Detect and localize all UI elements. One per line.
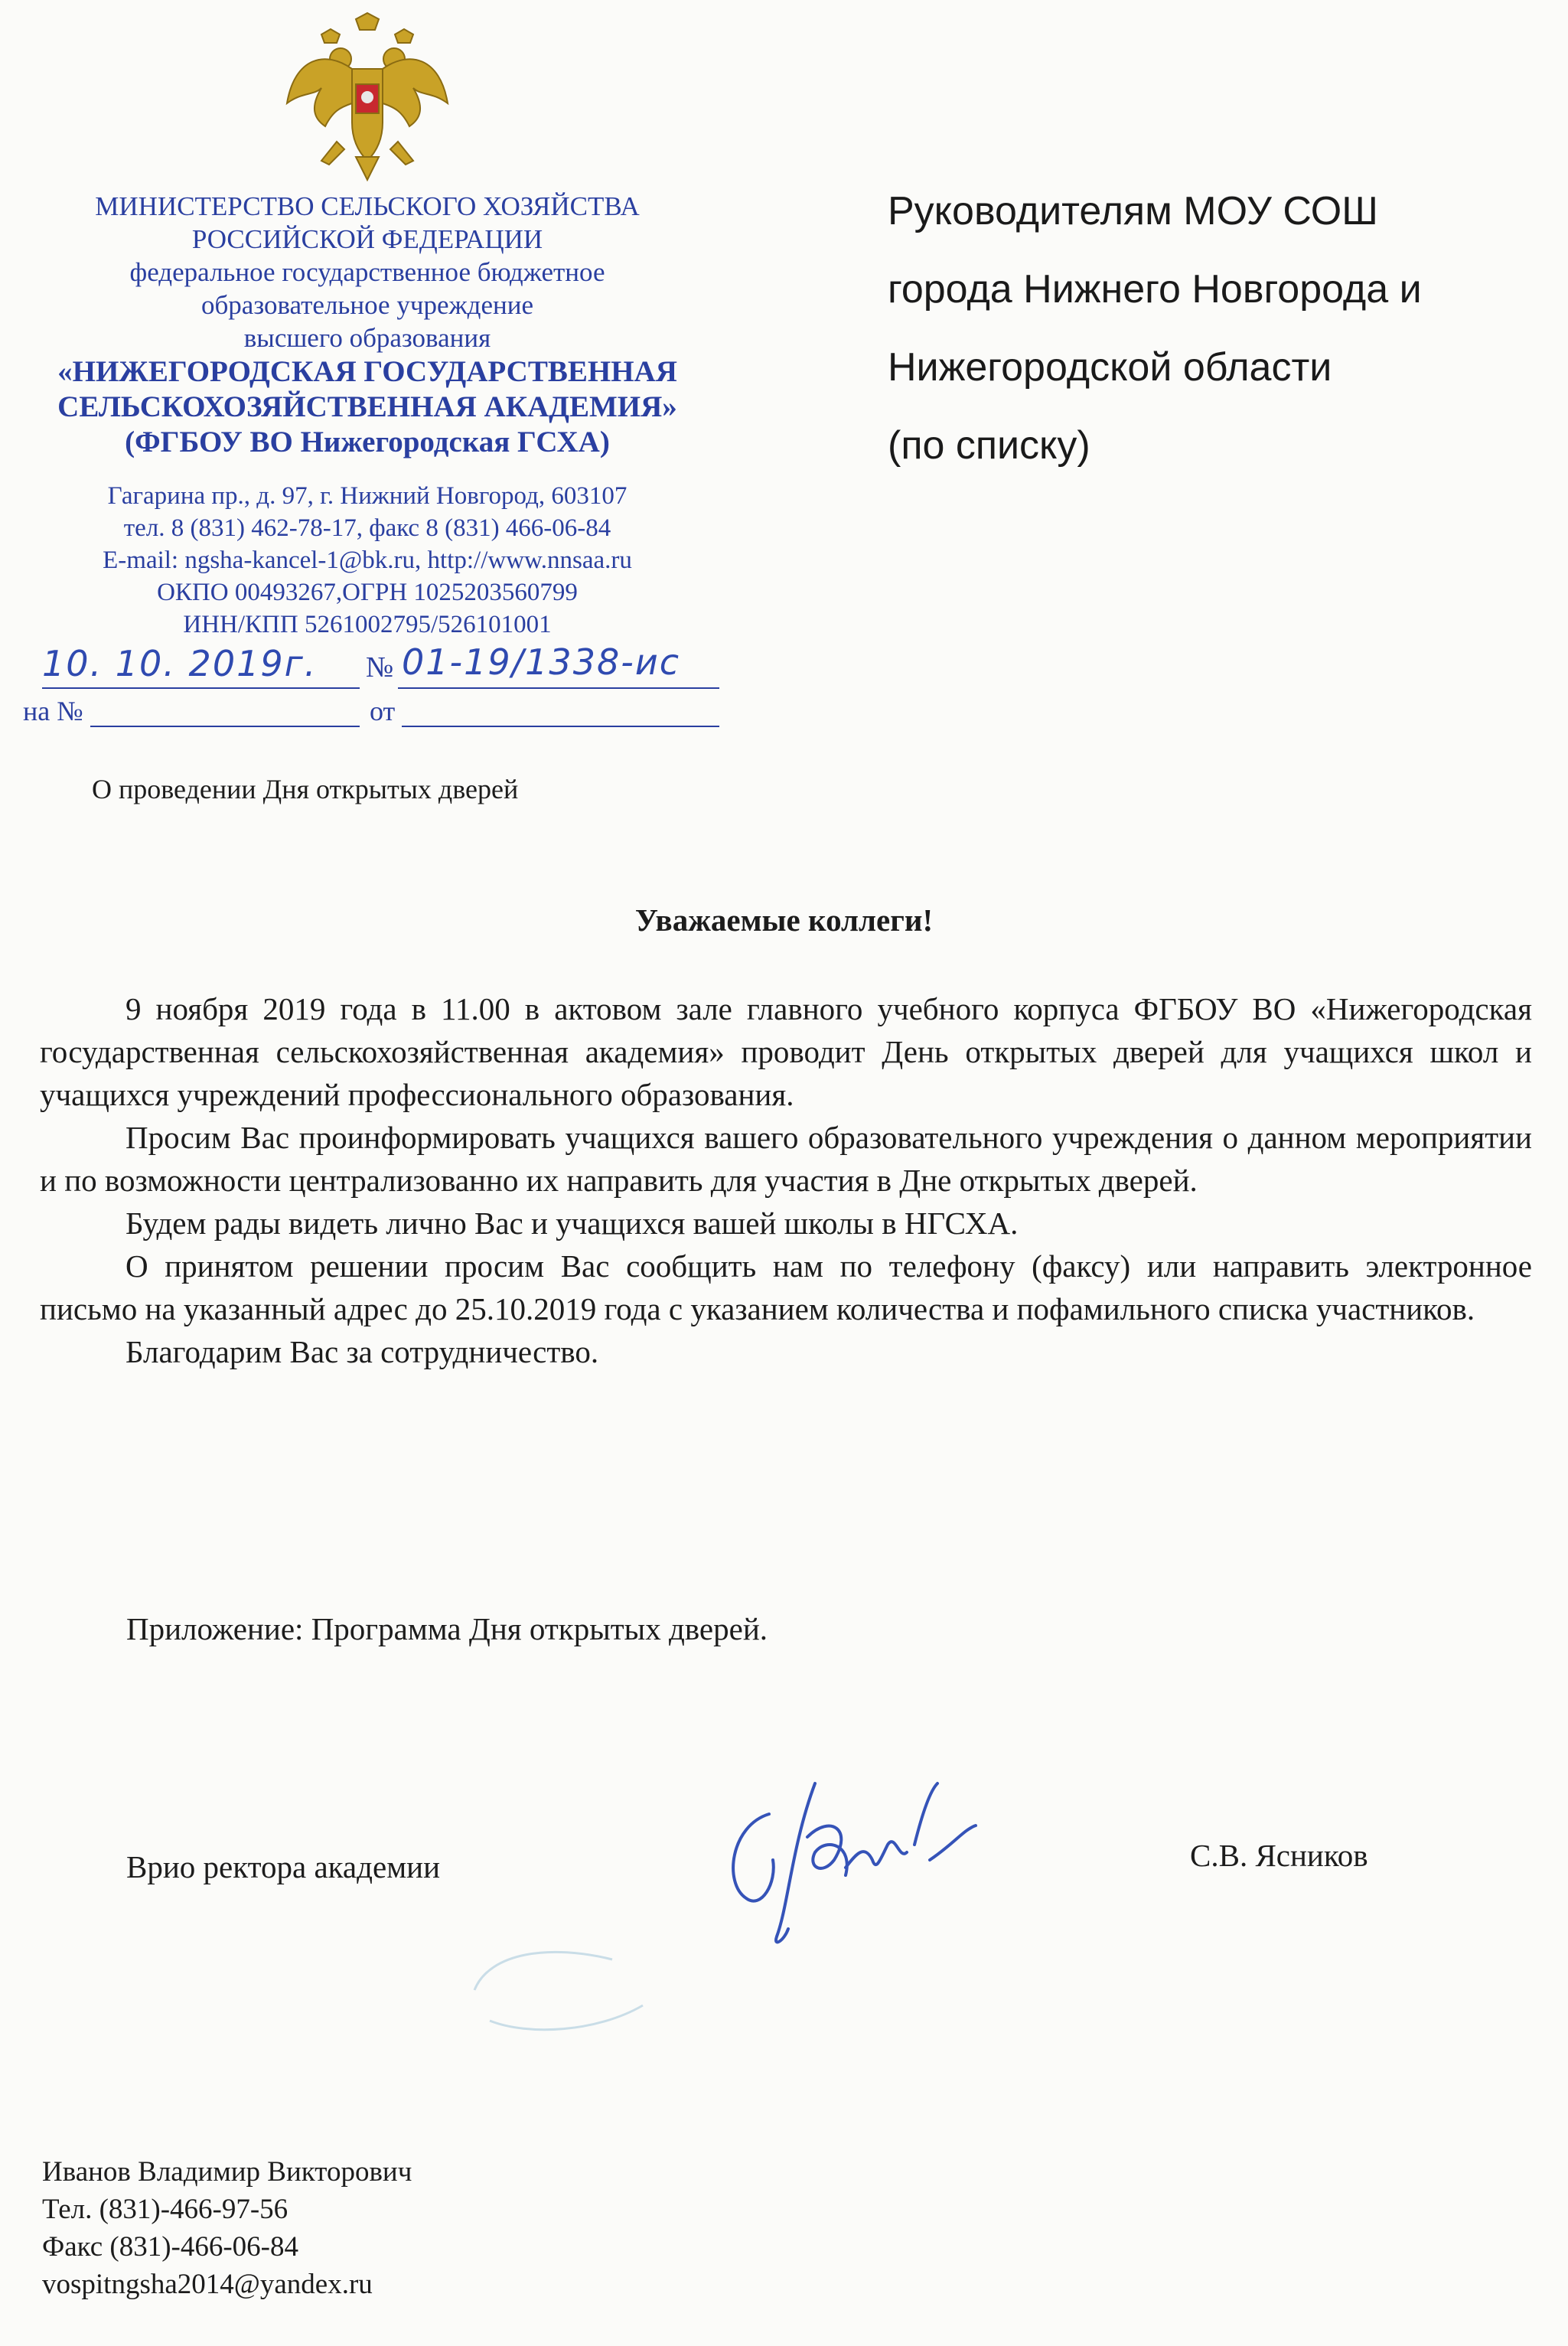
letterhead-line: МИНИСТЕРСТВО СЕЛЬСКОГО ХОЗЯЙСТВА: [95, 191, 640, 221]
underline: [402, 726, 719, 727]
body-paragraph: Просим Вас проинформировать учащихся вашего образовательного учреждения о данном мероприятии и по возможности централизованно их направить для участия в Дне открытых дверей.: [40, 1120, 1532, 1198]
addressee-line: города Нижнего Новгорода и: [888, 267, 1422, 312]
executor-contacts: [42, 2153, 412, 2303]
organization-address: Гагарина пр., д. 97, г. Нижний Новгород, 603107: [107, 482, 628, 510]
signer-role: Врио ректора академии: [126, 1849, 441, 1884]
handwritten-signature: [700, 1753, 1022, 1952]
organization-short-name: (ФГБОУ ВО Нижегородская ГСХА): [125, 426, 610, 458]
underline: [90, 726, 360, 727]
reference-number-label: на №: [23, 696, 83, 726]
reference-date-label: от: [370, 696, 396, 726]
body-paragraph: 9 ноября 2019 года в 11.00 в актовом зале главного учебного корпуса ФГБОУ ВО «Нижегородская государственная сельскохозяйственная академия» проводит День открытых дверей для учащихся школ и учащихся учреждений профессионального образования.: [40, 991, 1532, 1112]
appendix-note: Приложение: Программа Дня открытых дверей.: [126, 1611, 768, 1646]
registration-number: 01-19/1338-ис: [402, 641, 681, 683]
organization-name: СЕЛЬСКОХОЗЯЙСТВЕННАЯ АКАДЕМИЯ»: [57, 390, 677, 423]
addressee-block: [888, 172, 1422, 485]
organization-okpo: ОКПО 00493267,ОГРН 1025203560799: [157, 579, 578, 606]
organization-email: E-mail: ngsha-kancel-1@bk.ru, http://www.nnsaa.ru: [103, 547, 632, 574]
addressee-line: Нижегородской области: [888, 345, 1332, 390]
executor-phone: Тел. (831)-466-97-56: [42, 2194, 288, 2225]
body-paragraph: О принятом решении просим Вас сообщить нам по телефону (факсу) или направить электронное письмо на указанный адрес до 25.10.2019 года с указанием количества и пофамильного списка участников.: [40, 1248, 1532, 1326]
salutation: Уважаемые коллеги!: [634, 902, 934, 938]
organization-phone: тел. 8 (831) 462-78-17, факс 8 (831) 466-06-84: [123, 514, 611, 542]
body-paragraph: Будем рады видеть лично Вас и учащихся вашей школы в НГСХА.: [126, 1206, 1019, 1241]
letterhead: [15, 190, 719, 641]
letterhead-line: РОССИЙСКОЙ ФЕДЕРАЦИИ: [191, 224, 543, 254]
organization-inn: ИНН/КПП 5261002795/526101001: [183, 611, 552, 638]
letter-subject: О проведении Дня открытых дверей: [92, 774, 519, 804]
body-paragraph: Благодарим Вас за сотрудничество.: [126, 1334, 599, 1369]
addressee-line: (по списку): [888, 423, 1090, 468]
executor-email: vospitngsha2014@yandex.ru: [42, 2269, 373, 2300]
signer-name: С.В. Ясников: [1190, 1838, 1368, 1873]
letter-body: [40, 987, 1532, 1373]
registration-date: 10. 10. 2019г.: [42, 643, 318, 684]
letterhead-line: образовательное учреждение: [200, 290, 533, 320]
addressee-line: Руководителям МОУ СОШ: [888, 189, 1378, 233]
letterhead-line: высшего образования: [243, 323, 491, 353]
executor-name: Иванов Владимир Викторович: [42, 2156, 412, 2188]
number-label: №: [366, 651, 394, 684]
underline: [42, 687, 360, 689]
coat-of-arms-emblem: [279, 11, 455, 188]
letterhead-line: федеральное государственное бюджетное: [129, 257, 605, 287]
organization-name: «НИЖЕГОРОДСКАЯ ГОСУДАРСТВЕННАЯ: [57, 355, 677, 388]
executor-fax: Факс (831)-466-06-84: [42, 2231, 298, 2263]
faint-stamp-impression: [459, 1929, 658, 2051]
underline: [398, 687, 719, 689]
